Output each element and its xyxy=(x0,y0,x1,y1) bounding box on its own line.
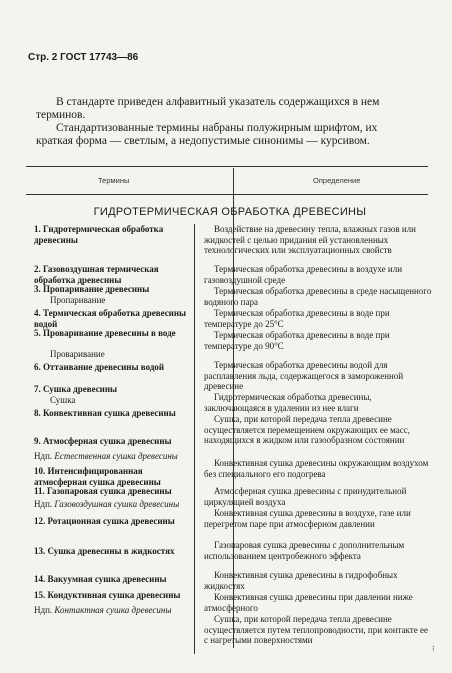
section-title: ГИДРОТЕРМИЧЕСКАЯ ОБРАБОТКА ДРЕВЕСИНЫ xyxy=(93,206,367,218)
term-7: 7. Сушка древесины Сушка xyxy=(34,384,190,405)
term-3-short: Пропаривание xyxy=(50,294,106,305)
term-12: 12. Ротационная сушка древесины xyxy=(34,516,175,526)
term-15: 15. Кондуктивная сушка древесины Ндп. Контактная сушка древесины xyxy=(34,590,190,615)
definition-1: Воздействие на древесину тепла, влажных газов или жидкостей с целью придания ей установленных технологических или эксплуатационных свойств xyxy=(204,224,416,256)
term-11-ndp: Ндп. Газовоздушная сушка древесины xyxy=(34,498,180,509)
definition-9: Конвективная сушка древесины окружающим воздухом без специального его подогрева xyxy=(204,458,429,479)
term-3: 3. Пропаривание древесины Пропаривание xyxy=(34,284,190,305)
definition-2: Термическая обработка древесины в воздухе или газовоздушной среде xyxy=(204,264,403,285)
term-13: 13. Сушка древесины в жидкостях xyxy=(34,546,175,556)
page-header: Стр. 2 ГОСТ 17743—86 xyxy=(28,52,139,63)
definition-8: Сушка, при которой передача тепла древесине осуществляется перемещением окружающих ее масс, находящихся в жидком или газообразном состоянии xyxy=(204,414,411,446)
term-2: 2. Газовоздушная термическая обработка древесины xyxy=(34,264,159,285)
term-10: 10. Интенсифицированная атмосферная сушка древесины xyxy=(34,466,161,487)
term-8: 8. Конвективная сушка древесины xyxy=(34,408,176,418)
definition-10: Атмосферная сушка древесины с принудительной циркуляцией воздуха xyxy=(204,486,407,507)
definition-6: Термическая обработка древесины водой для расплавления льда, содержащегося в замороженной древесине xyxy=(204,360,404,392)
inner-column-rule xyxy=(194,224,195,654)
definition-13: Конвективная сушка древесины в гидрофобных жидкостях xyxy=(204,570,398,591)
column-header-terms: Термины xyxy=(98,176,130,185)
definition-3: Термическая обработка древесины в среде насыщенного водяного пара xyxy=(204,286,432,307)
term-9-ndp: Ндп. Естественная сушка древесины xyxy=(34,450,178,461)
term-5: 5. Проваривание древесины в воде Проваривание xyxy=(34,328,190,359)
table-header-rule xyxy=(26,194,428,195)
definition-5: Термическая обработка древесины в воде при температуре до 90°С xyxy=(204,330,390,351)
intro-paragraph-2: Стандартизованные термины набраны полужирным шрифтом, их краткая форма — светлым, а недопустимые синонимы — курсивом. xyxy=(36,122,378,147)
term-4: 4. Термическая обработка древесины водой xyxy=(34,308,187,329)
definition-12: Газопаровая сушка древесины с дополнительным использованием центробежного эффекта xyxy=(204,540,405,561)
column-header-definitions: Определение xyxy=(313,176,361,185)
margin-mark: ⁝ xyxy=(432,644,435,653)
definition-15: Сушка, при которой передача тепла древесине осуществляется путем теплопроводности, при контакте ее с нагретыми поверхностями xyxy=(204,614,428,646)
term-9: 9. Атмосферная сушка древесины Ндп. Естественная сушка древесины xyxy=(34,436,190,461)
term-1: 1. Гидротермическая обработка древесины xyxy=(34,224,164,245)
definition-11: Конвективная сушка древесины в воздухе, газе или перегретом паре при атмосферном давлении xyxy=(204,508,411,529)
definition-4: Термическая обработка древесины в воде при температуре до 25°С xyxy=(204,308,390,329)
definition-14: Конвективная сушка древесины при давлении ниже атмосферного xyxy=(204,592,413,613)
intro-paragraph-1: В стандарте приведен алфавитный указатель содержащихся в нем терминов. xyxy=(36,96,380,121)
term-11: 11. Газопаровая сушка древесины Ндп. Газовоздушная сушка древесины xyxy=(34,486,190,509)
term-15-ndp: Ндп. Контактная сушка древесины xyxy=(34,604,172,615)
table-top-rule xyxy=(26,166,428,167)
term-5-short: Проваривание xyxy=(50,348,105,359)
term-7-short: Сушка xyxy=(50,394,76,405)
term-6: 6. Оттаивание древесины водой xyxy=(34,362,165,372)
definition-7: Гидротермическая обработка древесины, заключающаяся в удалении из нее влаги xyxy=(204,392,372,413)
term-14: 14. Вакуумная сушка древесины xyxy=(34,574,167,584)
